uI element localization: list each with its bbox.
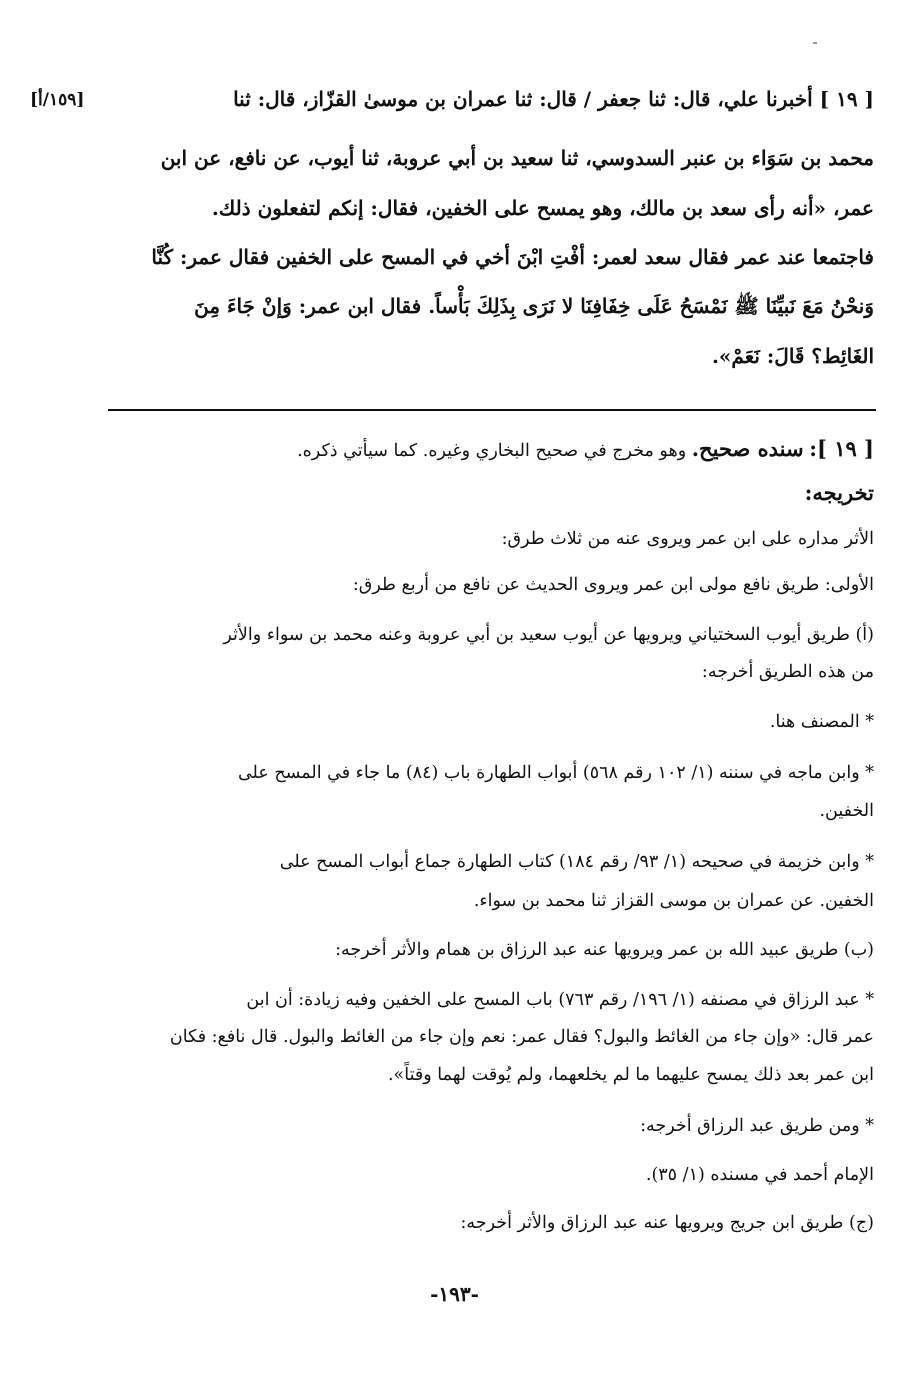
scan-speck: [813, 42, 817, 44]
footnote-line: * عبد الرزاق في مصنفه (١/ ١٩٦/ رقم ٧٦٣) باب المسح على الخفين وفيه زيادة: أن ابن: [246, 990, 874, 1010]
footnote-line: الخفين. عن عمران بن موسى القزاز ثنا محمد بن سواء.: [473, 891, 874, 911]
grade-verdict: سنده صحيح.: [691, 436, 804, 461]
grade-note: وهو مخرج في صحيح البخاري وغيره. كما سيأتي ذكره.: [297, 441, 687, 461]
manuscript-folio-reference: [١٥٩/أ]: [30, 90, 85, 110]
footnote-grade: [297, 436, 874, 461]
footnote-line: * وابن خزيمة في صحيحه (١/ ٩٣/ رقم ١٨٤) كتاب الطهارة جماع أبواب المسح على: [279, 852, 874, 872]
hadith-line-6: الغَائِط؟ قَالَ: نَعَمْ».: [711, 344, 874, 368]
footnote-line: (ج) طريق ابن جريج ويرويها عنه عبد الرزاق والأثر أخرجه:: [460, 1213, 874, 1233]
footnote-line: عمر قال: «وإن جاء من الغائط والبول؟ فقال عمر: نعم وإن جاء من الغائط والبول. قال نافع: فكان: [169, 1027, 874, 1047]
footnote-line: * وابن ماجه في سننه (١/ ١٠٢ رقم ٥٦٨) أبواب الطهارة باب (٨٤) ما جاء في المسح على: [237, 763, 874, 783]
hadith-line-1: [ ١٩ ] أخبرنا علي، قال: ثنا جعفر / قال: ثنا عمران بن موسىٰ القزّاز، قال: ثنا: [233, 87, 874, 111]
footnote-line: ابن عمر بعد ذلك يمسح عليهما ما لم يخلعهما، ولم يُوقت لهما وقتاً».: [387, 1065, 874, 1085]
hadith-line-2: محمد بن سَوَاء بن عنبر السدوسي، ثنا سعيد بن أبي عروبة، ثنا أيوب، عن نافع، عن ابن: [160, 146, 874, 170]
footnote-line: من هذه الطريق أخرجه:: [701, 662, 874, 682]
footnote-line: الخفين.: [819, 801, 874, 821]
footnote-line: الإمام أحمد في مسنده (١/ ٣٥).: [645, 1165, 874, 1185]
footnote-line: * المصنف هنا.: [769, 712, 874, 732]
footnote-line: (ب) طريق عبيد الله بن عمر ويرويها عنه عبد الرزاق بن همام والأثر أخرجه:: [335, 940, 874, 960]
footnote-line: (أ) طريق أيوب السختياني ويرويها عن أيوب سعيد بن أبي عروبة وعنه محمد بن سواء والأثر: [223, 625, 874, 645]
hadith-line-3: عمر، «أنه رأى سعد بن مالك، وهو يمسح على الخفين، فقال: إنكم لتفعلون ذلك.: [211, 196, 874, 220]
footnote-separator: [108, 409, 876, 411]
footnote-line: الأثر مداره على ابن عمر ويروى عنه من ثلاث طرق:: [501, 529, 874, 549]
footnote-line: * ومن طريق عبد الرزاق أخرجه:: [640, 1116, 874, 1136]
footnote-number: [ ١٩ ]:: [809, 436, 874, 461]
page-number: -١٩٣-: [430, 1282, 479, 1306]
hadith-line-4: فاجتمعا عند عمر فقال سعد لعمر: أفْتِ ابْنَ أخي في المسح على الخفين فقال عمر: كُنَّا: [151, 245, 874, 269]
takhrij-heading: تخريجه:: [804, 480, 874, 505]
hadith-line-5: وَنحْنُ مَعَ نَبيِّنَا ﷺ نَمْسَحُ عَلَى خِفَافِنَا لا نَرَى بِذَلِكَ بَأْساً. فقال ابن عمر: وَإنْ جَاءَ مِنَ: [194, 294, 874, 318]
footnote-line: الأولى: طريق نافع مولى ابن عمر ويروى الحديث عن نافع من أربع طرق:: [352, 575, 874, 595]
